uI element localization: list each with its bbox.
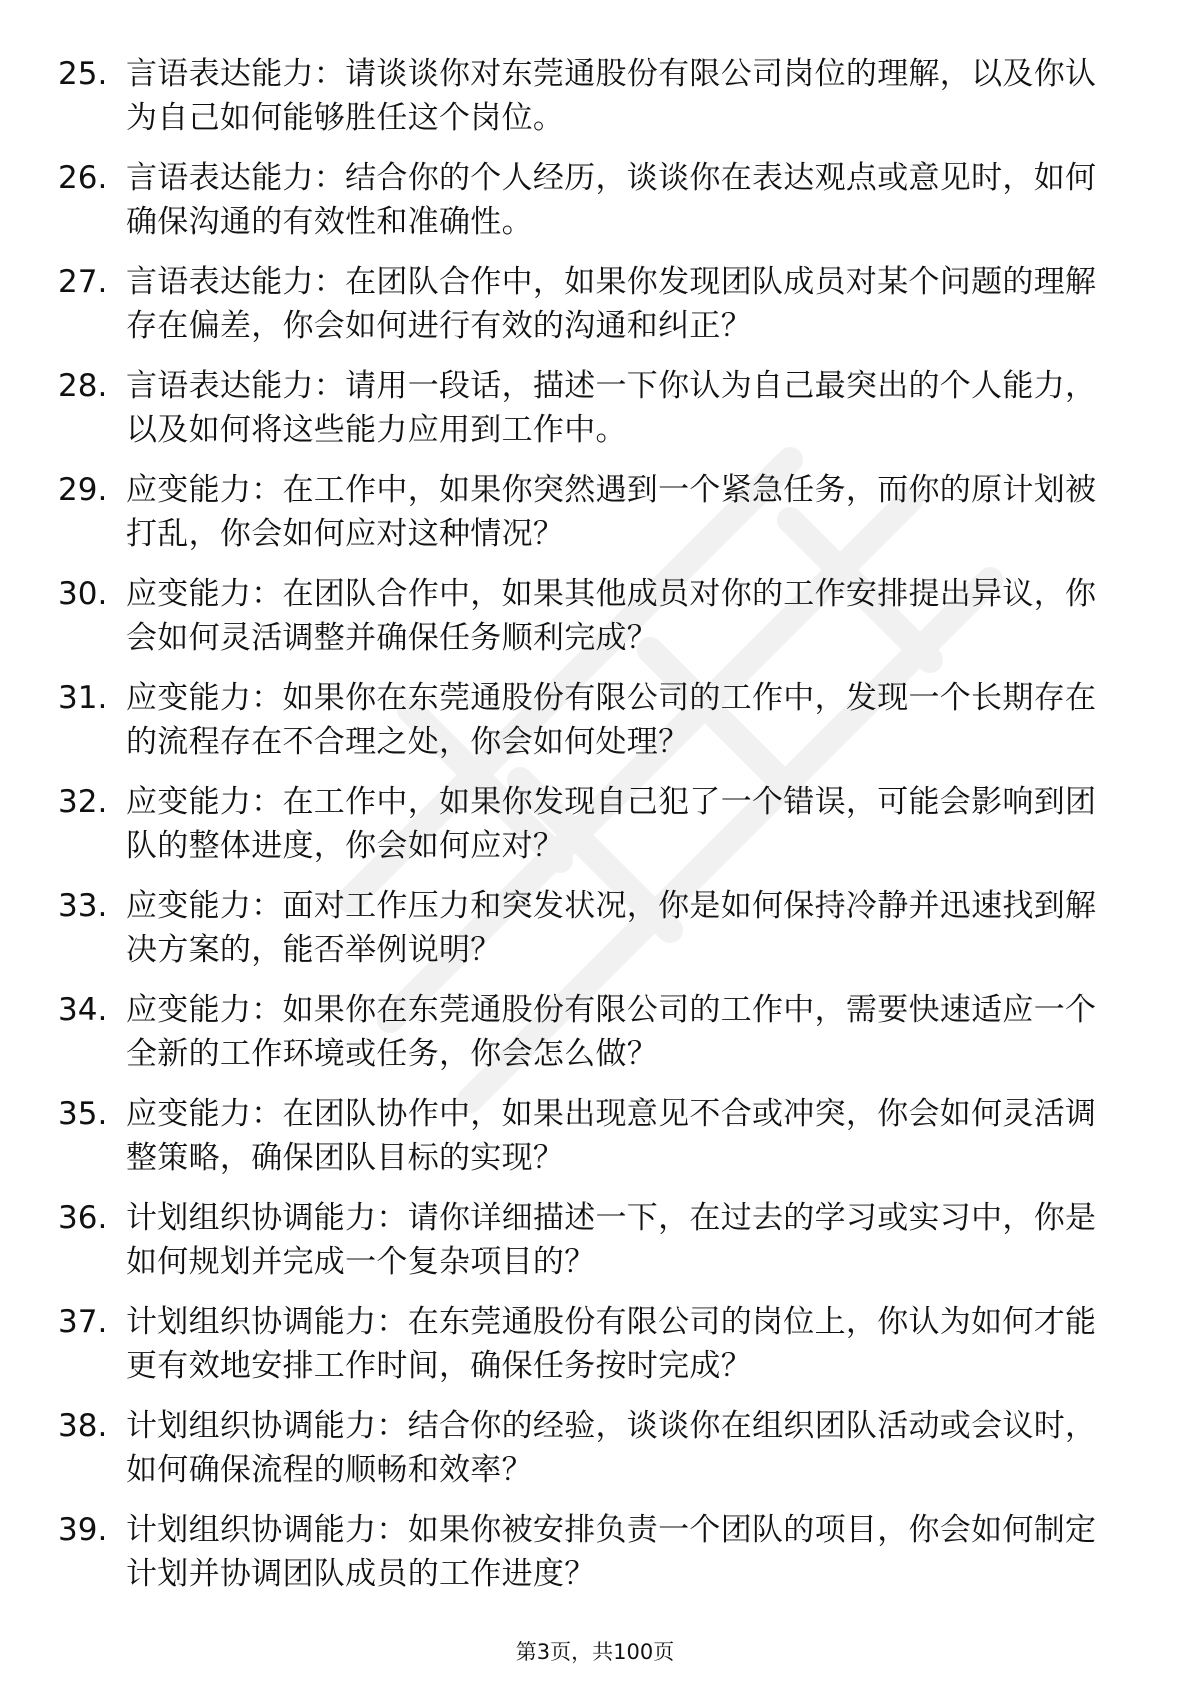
question-text: 应变能力：在工作中，如果你突然遇到一个紧急任务，而你的原计划被打乱，你会如何应对这种情况？: [126, 472, 1097, 552]
question-item: [0, 1196, 1190, 1300]
question-item: [0, 1404, 1190, 1508]
question-number: 28.: [58, 368, 108, 404]
question-list: [0, 52, 1190, 1612]
question-number: 33.: [58, 888, 108, 924]
question-number: 31.: [58, 680, 108, 716]
question-text: 计划组织协调能力：如果你被安排负责一个团队的项目，你会如何制定计划并协调团队成员的工作进度？: [126, 1512, 1097, 1592]
question-text: 应变能力：面对工作压力和突发状况，你是如何保持冷静并迅速找到解决方案的，能否举例说明？: [126, 888, 1097, 968]
question-item: [0, 468, 1190, 572]
question-number: 37.: [58, 1304, 108, 1340]
question-text: 计划组织协调能力：请你详细描述一下，在过去的学习或实习中，你是如何规划并完成一个复杂项目的？: [126, 1200, 1097, 1280]
question-text: 应变能力：在团队协作中，如果出现意见不合或冲突，你会如何灵活调整策略，确保团队目标的实现？: [126, 1096, 1097, 1176]
question-number: 39.: [58, 1512, 108, 1548]
question-text: 应变能力：如果你在东莞通股份有限公司的工作中，需要快速适应一个全新的工作环境或任务，你会怎么做？: [126, 992, 1097, 1072]
question-number: 25.: [58, 56, 108, 92]
question-item: [0, 52, 1190, 156]
question-text: 计划组织协调能力：结合你的经验，谈谈你在组织团队活动或会议时，如何确保流程的顺畅和效率？: [126, 1408, 1097, 1488]
question-item: [0, 1508, 1190, 1612]
question-text: 应变能力：在团队合作中，如果其他成员对你的工作安排提出异议，你会如何灵活调整并确保任务顺利完成？: [126, 576, 1097, 656]
question-text: 言语表达能力：在团队合作中，如果你发现团队成员对某个问题的理解存在偏差，你会如何进行有效的沟通和纠正？: [126, 264, 1097, 344]
question-number: 38.: [58, 1408, 108, 1444]
question-text: 计划组织协调能力：在东莞通股份有限公司的岗位上，你认为如何才能更有效地安排工作时间，确保任务按时完成？: [126, 1304, 1097, 1384]
question-number: 32.: [58, 784, 108, 820]
question-text: 应变能力：如果你在东莞通股份有限公司的工作中，发现一个长期存在的流程存在不合理之处，你会如何处理？: [126, 680, 1097, 760]
question-item: [0, 1300, 1190, 1404]
question-number: 27.: [58, 264, 108, 300]
question-item: [0, 676, 1190, 780]
question-number: 26.: [58, 160, 108, 196]
question-item: [0, 780, 1190, 884]
question-text: 言语表达能力：请用一段话，描述一下你认为自己最突出的个人能力，以及如何将这些能力应用到工作中。: [126, 368, 1097, 448]
question-number: 34.: [58, 992, 108, 1028]
question-item: [0, 364, 1190, 468]
question-number: 30.: [58, 576, 108, 612]
page-number-footer: 第3页，共100页: [515, 1640, 675, 1664]
question-item: [0, 988, 1190, 1092]
question-number: 29.: [58, 472, 108, 508]
question-item: [0, 260, 1190, 364]
question-item: [0, 572, 1190, 676]
question-item: [0, 1092, 1190, 1196]
question-number: 35.: [58, 1096, 108, 1132]
question-item: [0, 884, 1190, 988]
question-item: [0, 156, 1190, 260]
question-text: 应变能力：在工作中，如果你发现自己犯了一个错误，可能会影响到团队的整体进度，你会如何应对？: [126, 784, 1097, 864]
question-text: 言语表达能力：请谈谈你对东莞通股份有限公司岗位的理解，以及你认为自己如何能够胜任这个岗位。: [126, 56, 1097, 136]
question-number: 36.: [58, 1200, 108, 1236]
question-text: 言语表达能力：结合你的个人经历，谈谈你在表达观点或意见时，如何确保沟通的有效性和准确性。: [126, 160, 1097, 240]
